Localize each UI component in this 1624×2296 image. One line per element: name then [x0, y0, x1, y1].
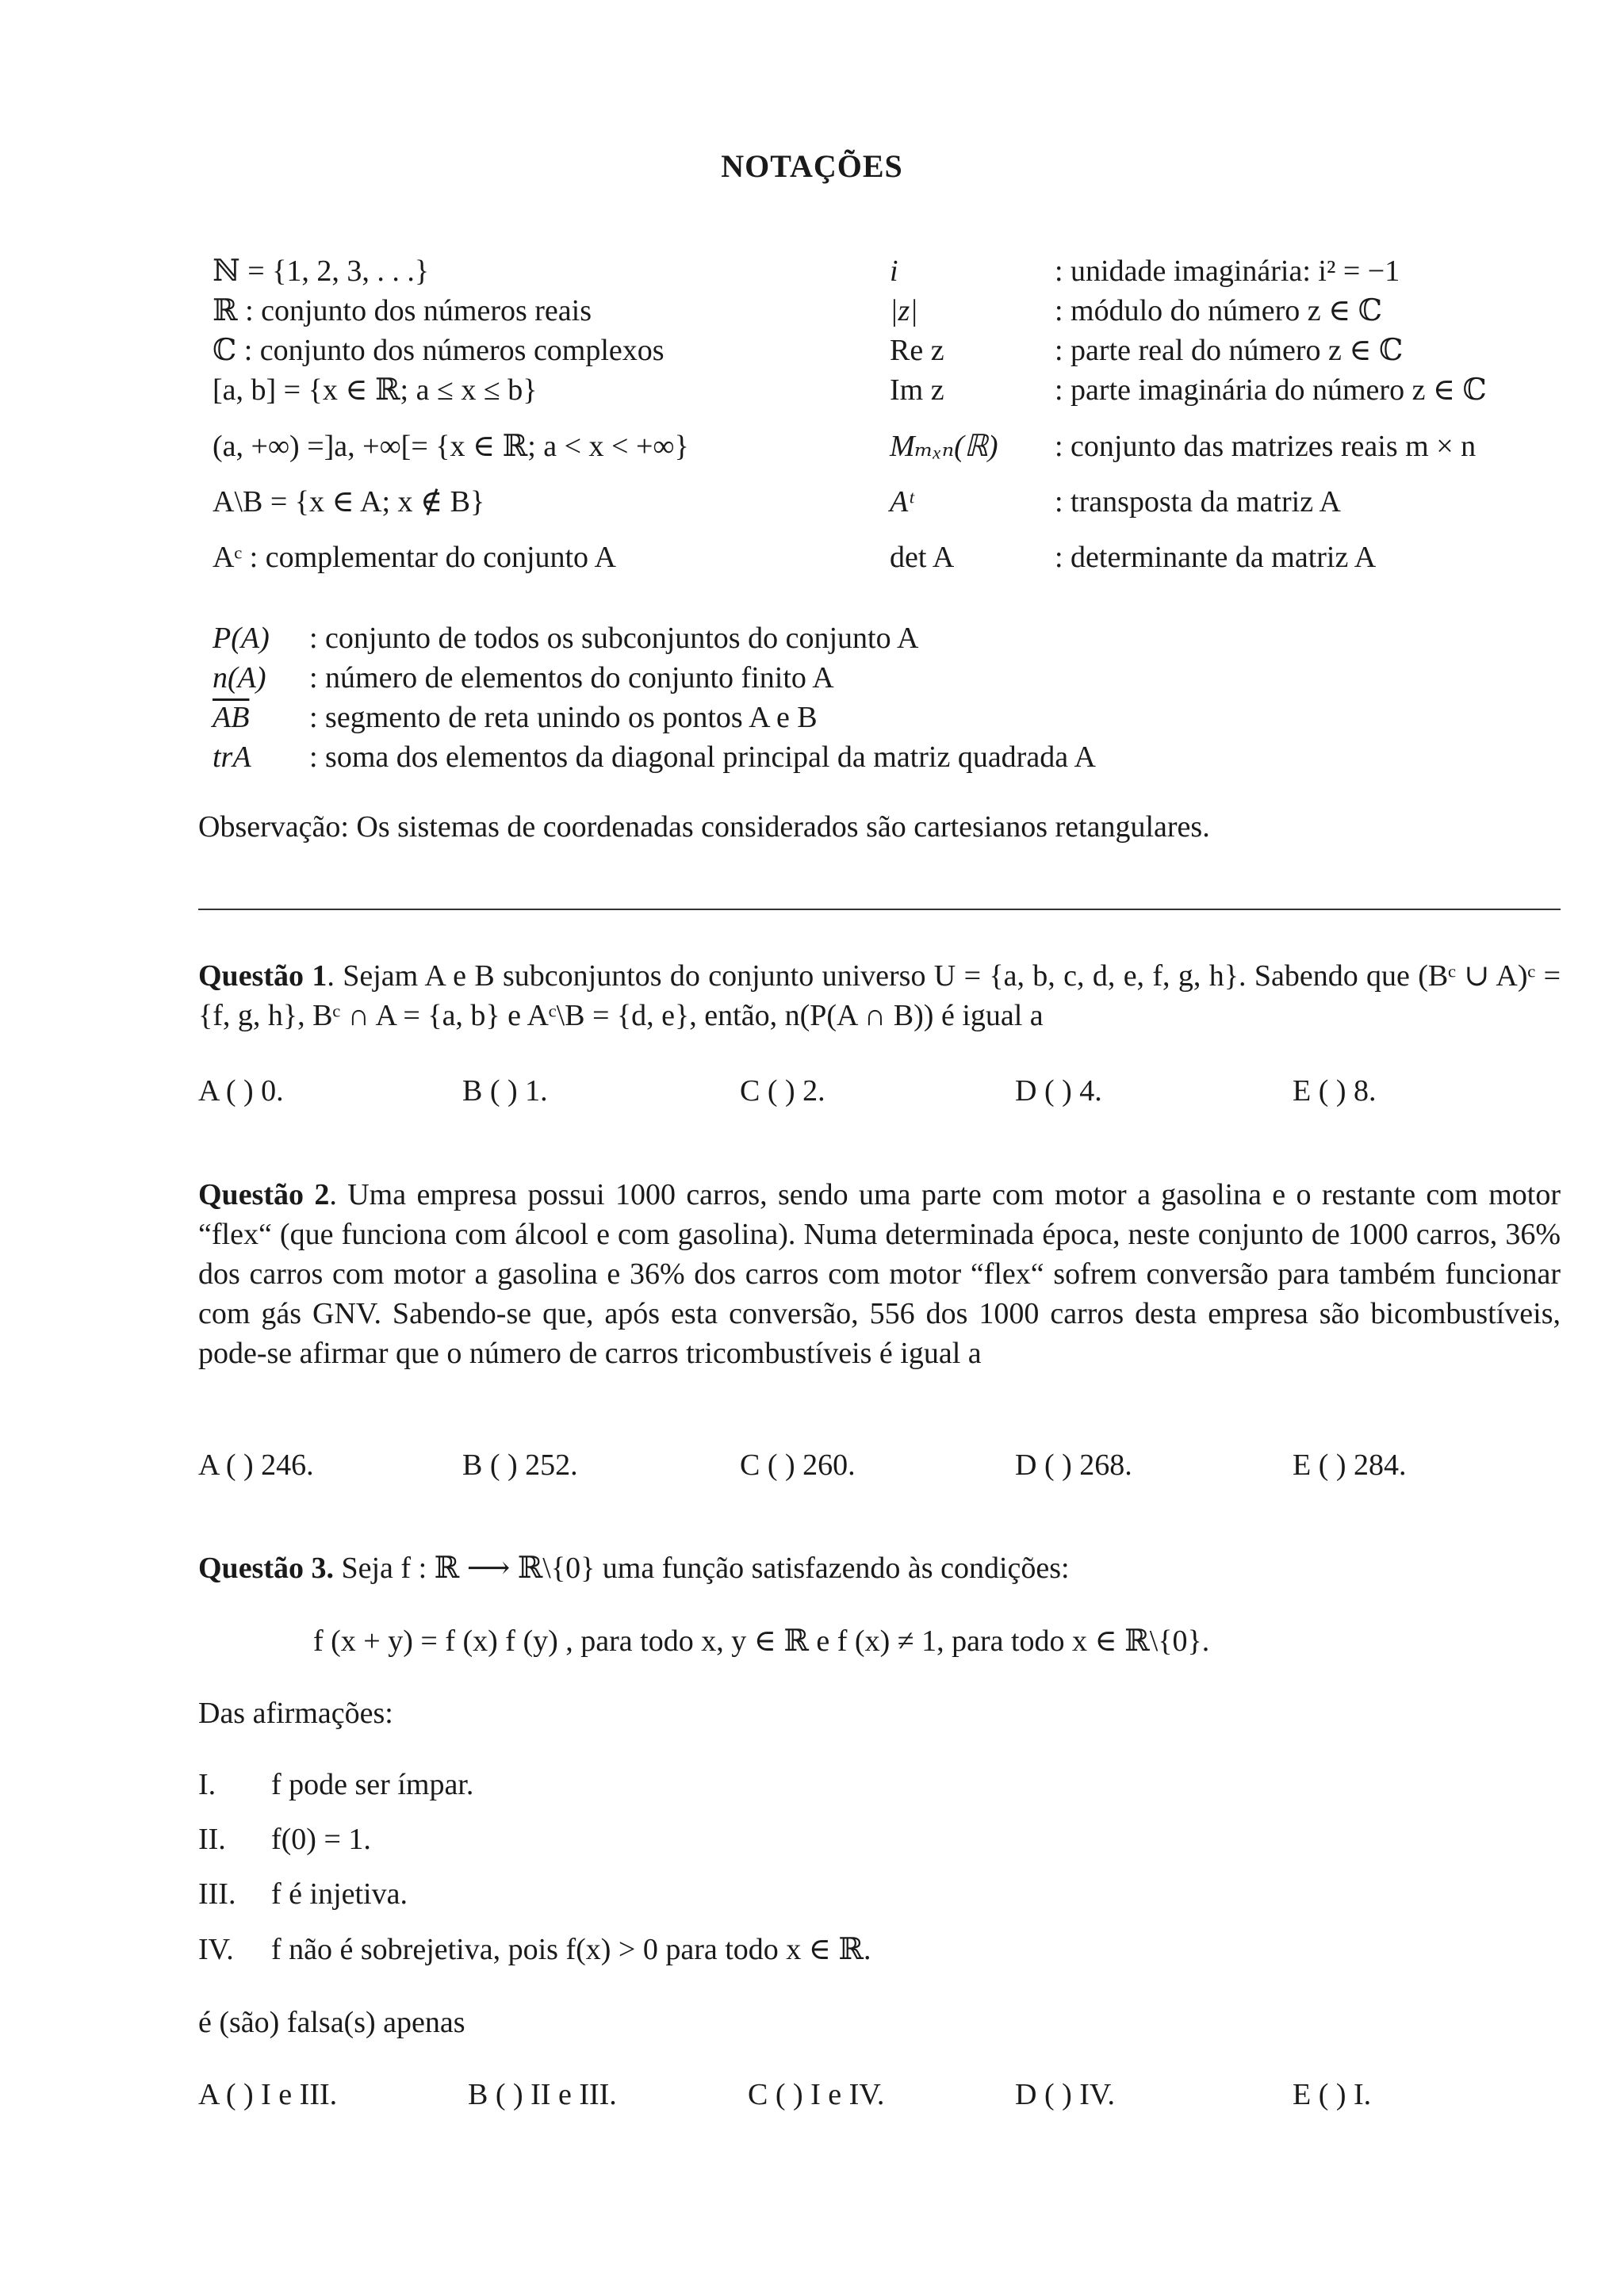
notation2-symbol: trA [213, 740, 251, 774]
notation2-description: : segmento de reta unindo os pontos A e B [309, 701, 818, 734]
notation-left-7: Aᶜ : complementar do conjunto A [213, 541, 616, 574]
question-1 [198, 956, 1561, 1035]
notation-left-2: ℝ : conjunto dos números reais [213, 294, 592, 327]
question-3-intro [198, 1548, 1070, 1588]
notation-mid-2: |z| [890, 294, 918, 327]
notation-mid-1: i [890, 254, 898, 288]
question-label: Questão 2 [198, 1178, 330, 1211]
notation-left-5: (a, +∞) =]a, +∞[= {x ∈ ℝ; a < x < +∞} [213, 430, 689, 463]
answer-option-a[interactable]: A ( ) 246. [198, 1448, 314, 1482]
notation-left-4: [a, b] = {x ∈ ℝ; a ≤ x ≤ b} [213, 373, 538, 407]
question-label: Questão 3. [198, 1552, 334, 1585]
question-text: . Sejam A e B subconjuntos do conjunto universo U = {a, b, c, d, e, f, g, h}. Sabendo que (Bᶜ ∪ A)ᶜ = {f, g, h}, Bᶜ ∩ A = {a, b} e Aᶜ\B = {d, e}, então, n(P(A ∩ B)) é igual a [198, 959, 1561, 1032]
question-text: Seja f : ℝ ⟶ ℝ\{0} uma função satisfazendo às condições: [334, 1552, 1070, 1585]
question-2 [198, 1175, 1561, 1373]
answer-option-a[interactable]: A ( ) 0. [198, 1074, 284, 1108]
answer-option-b[interactable]: B ( ) 1. [462, 1074, 548, 1108]
answer-option-d[interactable]: D ( ) IV. [1015, 2078, 1115, 2111]
statement-text: f(0) = 1. [271, 1823, 371, 1856]
answer-option-e[interactable]: E ( ) 284. [1293, 1448, 1407, 1482]
statement-number: I. [198, 1768, 216, 1801]
notation-mid-3: Re z [890, 334, 944, 367]
statement-number: IV. [198, 1933, 234, 1966]
question-3-closing: é (são) falsa(s) apenas [198, 2006, 465, 2039]
notation2-description: : conjunto de todos os subconjuntos do conjunto A [309, 622, 919, 655]
statement-number: III. [198, 1877, 236, 1911]
statement-number: II. [198, 1823, 226, 1856]
notation2-symbol: P(A) [213, 622, 270, 655]
notation-left-1: ℕ = {1, 2, 3, . . .} [213, 254, 430, 288]
notation-right-1: : unidade imaginária: i² = −1 [1055, 254, 1400, 288]
question-label: Questão 1 [198, 959, 327, 993]
statement-text: f pode ser ímpar. [271, 1768, 474, 1801]
statement-text: f é injetiva. [271, 1877, 408, 1911]
notation-right-6: : transposta da matriz A [1055, 485, 1341, 519]
notation-mid-5: Mₘₓₙ(ℝ) [890, 430, 998, 463]
notation-right-4: : parte imaginária do número z ∈ ℂ [1055, 373, 1487, 407]
notation2-symbol: $\overline{AB}$ [213, 701, 250, 734]
horizontal-rule [198, 909, 1561, 910]
answer-option-d[interactable]: D ( ) 268. [1015, 1448, 1132, 1482]
notation2-description: : soma dos elementos da diagonal principal da matriz quadrada A [309, 740, 1096, 774]
answer-option-c[interactable]: C ( ) I e IV. [748, 2078, 885, 2111]
notation-left-6: A\B = {x ∈ A; x ∉ B} [213, 485, 485, 519]
notation2-description: : número de elementos do conjunto finito A [309, 661, 834, 695]
notation-mid-4: Im z [890, 373, 944, 407]
observation-text: Observação: Os sistemas de coordenadas considerados são cartesianos retangulares. [198, 810, 1210, 844]
answer-option-e[interactable]: E ( ) 8. [1293, 1074, 1377, 1108]
answer-option-a[interactable]: A ( ) I e III. [198, 2078, 338, 2111]
page-title: NOTAÇÕES [721, 148, 903, 184]
notation-left-3: ℂ : conjunto dos números complexos [213, 334, 665, 367]
question-3-equation: f (x + y) = f (x) f (y) , para todo x, y ∈ ℝ e f (x) ≠ 1, para todo x ∈ ℝ\{0}. [313, 1624, 1210, 1658]
notation-right-2: : módulo do número z ∈ ℂ [1055, 294, 1382, 327]
answer-option-b[interactable]: B ( ) II e III. [468, 2078, 617, 2111]
answer-option-c[interactable]: C ( ) 2. [740, 1074, 825, 1108]
notation-right-3: : parte real do número z ∈ ℂ [1055, 334, 1404, 367]
answer-option-c[interactable]: C ( ) 260. [740, 1448, 856, 1482]
question-3-das: Das afirmações: [198, 1697, 393, 1730]
statement-text: f não é sobrejetiva, pois f(x) > 0 para todo x ∈ ℝ. [271, 1933, 871, 1966]
question-text: . Uma empresa possui 1000 carros, sendo uma parte com motor a gasolina e o restante com motor “flex“ (que funciona com álcool e com gasolina). Numa determinada época, neste conjunto de 1000 carros, 36% dos carros com motor a gasolina e 36% dos carros com motor “flex“ sofrem conversão para também funcionar com gás GNV. Sabendo-se que, após esta conversão, 556 dos 1000 carros desta empresa são bicombustíveis, pode-se afirmar que o número de carros tricombustíveis é igual a [198, 1178, 1561, 1370]
notation-right-5: : conjunto das matrizes reais m × n [1055, 430, 1477, 463]
answer-option-b[interactable]: B ( ) 252. [462, 1448, 578, 1482]
answer-option-e[interactable]: E ( ) I. [1293, 2078, 1372, 2111]
notation-right-7: : determinante da matriz A [1055, 541, 1377, 574]
notation-mid-7: det A [890, 541, 955, 574]
notation-mid-6: Aᵗ [890, 485, 914, 519]
answer-option-d[interactable]: D ( ) 4. [1015, 1074, 1102, 1108]
notation2-symbol: n(A) [213, 661, 266, 695]
